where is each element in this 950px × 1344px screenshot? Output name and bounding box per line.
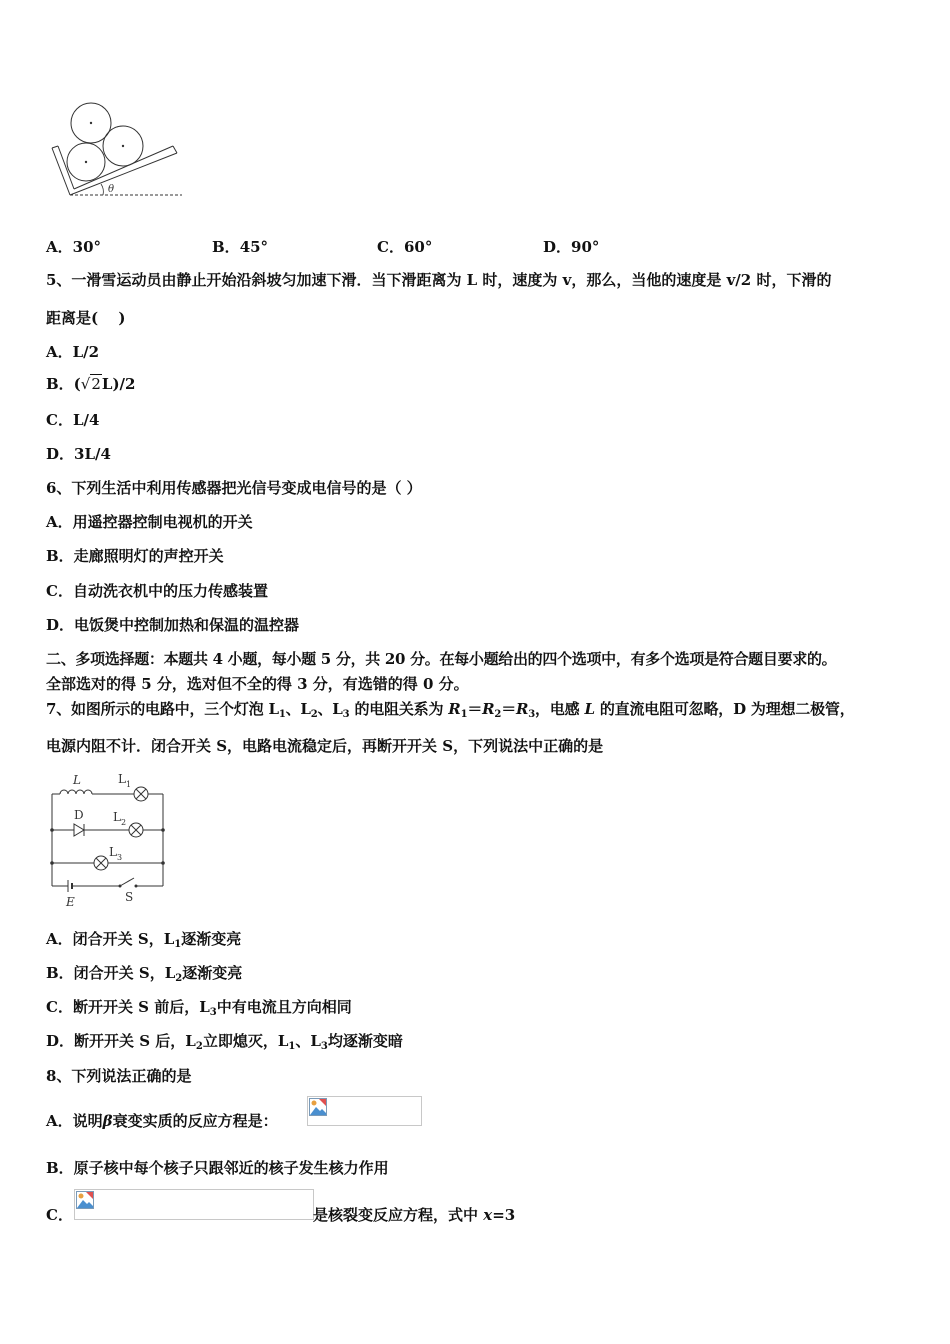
q7-circuit-figure bbox=[44, 768, 174, 910]
q8-option-c-text: 是核裂变反应方程，式中 x=3 bbox=[313, 1206, 516, 1224]
broken-image-icon bbox=[309, 1098, 327, 1116]
circuit-label-l2: L bbox=[113, 810, 121, 824]
q6-option-b: B．走廊照明灯的声控开关 bbox=[46, 547, 224, 565]
q4-option-b: B．45° bbox=[212, 238, 269, 256]
q7-option-a: A．闭合开关 S，$L_1$逐渐变亮 bbox=[46, 930, 242, 950]
q4-option-a: A．30° bbox=[46, 238, 102, 256]
q5-option-b: B．(√2L)/2 bbox=[46, 375, 136, 393]
q6-stem: 6、下列生活中利用传感器把光信号变成电信号的是（ ） bbox=[46, 479, 422, 497]
circuit-label-l2-sub: 2 bbox=[121, 818, 127, 827]
q6-option-a: A．用遥控器控制电视机的开关 bbox=[46, 513, 253, 531]
section2-header-line1: 二、多项选择题：本题共 4 小题，每小题 5 分，共 20 分。在每小题给出的四个选项中，有多个选项是符合题目要求的。 bbox=[46, 650, 837, 668]
q6-option-c: C．自动洗衣机中的压力传感装置 bbox=[46, 582, 268, 600]
q7-option-c: C．断开开关 S 前后，$L_3$中有电流且方向相同 bbox=[46, 998, 352, 1018]
q5-option-c: C．L/4 bbox=[46, 411, 100, 429]
broken-image-icon bbox=[76, 1191, 94, 1209]
q5-option-a: A．L/2 bbox=[46, 343, 100, 361]
sqrt-symbol: √2 bbox=[80, 375, 101, 393]
q4-option-d: D．90° bbox=[543, 238, 600, 256]
q7-option-b: B．闭合开关 S，$L_2$逐渐变亮 bbox=[46, 964, 243, 984]
circuit-label-diode: D bbox=[74, 808, 84, 822]
q7-stem-line2: 电源内阻不计．闭合开关 S，电路电流稳定后，再断开开关 S，下列说法中正确的是 bbox=[46, 737, 604, 755]
theta-label: θ bbox=[108, 184, 115, 195]
q5-stem-line1: 5、一滑雪运动员由静止开始沿斜坡匀加速下滑．当下滑距离为 L 时，速度为 v，那么，当他的速度是 v/2 时，下滑的 bbox=[46, 271, 832, 289]
circuit-label-switch: S bbox=[125, 890, 134, 904]
q4-balls-figure bbox=[48, 98, 188, 202]
q5-stem-line2: 距离是( ) bbox=[46, 309, 126, 327]
q8-option-a-equation-image bbox=[307, 1096, 422, 1126]
q8-option-a: A．说明β衰变实质的反应方程是： bbox=[46, 1112, 278, 1130]
section2-header-line2: 全部选对的得 5 分，选对但不全的得 3 分，有选错的得 0 分。 bbox=[46, 675, 469, 693]
circuit-label-l3-sub: 3 bbox=[117, 853, 123, 862]
circuit-label-emf: E bbox=[66, 895, 75, 909]
circuit-label-l1-sub: 1 bbox=[126, 780, 132, 789]
q6-option-d: D．电饭煲中控制加热和保温的温控器 bbox=[46, 616, 300, 634]
q5-option-d: D．3L/4 bbox=[46, 445, 111, 463]
q4-option-c: C．60° bbox=[377, 238, 433, 256]
q7-option-d: D．断开开关 S 后，$L_2$立即熄灭，$L_1$、$L_3$均逐渐变暗 bbox=[46, 1032, 403, 1052]
q8-option-b: B．原子核中每个核子只跟邻近的核子发生核力作用 bbox=[46, 1159, 389, 1177]
circuit-label-inductor: L bbox=[73, 773, 81, 787]
q8-option-c-equation-image bbox=[74, 1189, 314, 1220]
q8-stem: 8、下列说法正确的是 bbox=[46, 1067, 192, 1085]
q7-stem-line1: 7、如图所示的电路中，三个灯泡 $L_1$、$L_2$、$L_3$ 的电阻关系为 $R_1=R_2=R_3$，电感 L 的直流电阻可忽略，D 为理想二极管， bbox=[46, 700, 855, 720]
circuit-label-l1: L bbox=[118, 772, 126, 786]
q8-option-c-label: C． bbox=[46, 1206, 73, 1224]
circuit-label-l3: L bbox=[109, 845, 117, 859]
